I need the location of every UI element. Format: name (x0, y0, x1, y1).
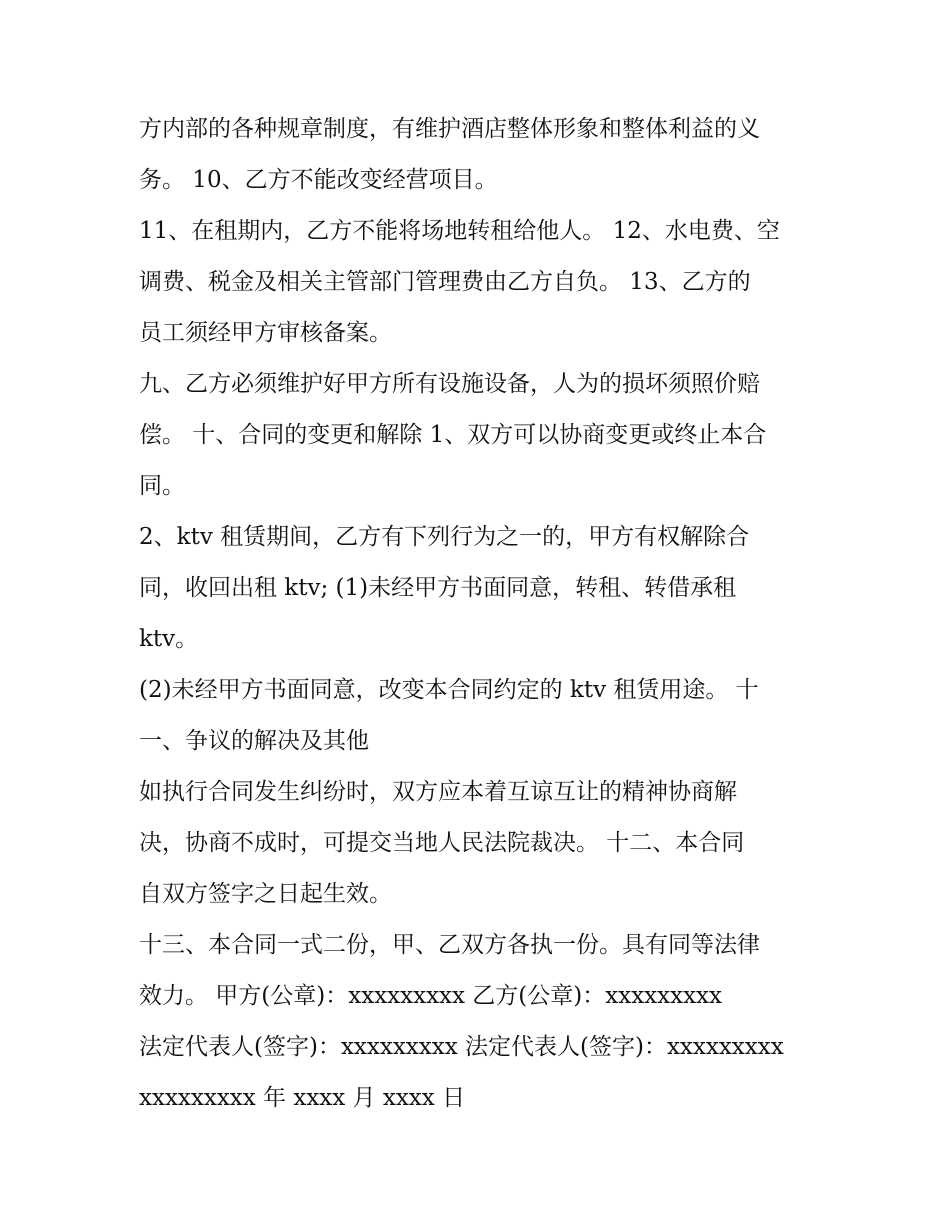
text-line: 方内部的各种规章制度，有维护酒店整体形象和整体利益的义 (139, 116, 760, 142)
text-line: 九、乙方必须维护好甲方所有设施设备，人为的损坏须照价赔 (139, 371, 760, 397)
text-line: 务。 10、乙方不能改变经营项目。 (139, 167, 498, 193)
text-line: 同，收回出租 ktv; (1)未经甲方书面同意，转租、转借承租 (139, 575, 737, 601)
text-line: ktv。 (139, 626, 199, 652)
text-line: (2)未经甲方书面同意，改变本合同约定的 ktv 租赁用途。 十 (139, 677, 759, 703)
text-line: 2、ktv 租赁期间，乙方有下列行为之一的，甲方有权解除合 (139, 524, 750, 550)
text-line: 一、争议的解决及其他 (139, 728, 369, 754)
date-line: xxxxxxxxx 年 xxxx 月 xxxx 日 (139, 1085, 466, 1111)
signature-line: 法定代表人(签字)：xxxxxxxxx 法定代表人(签字)：xxxxxxxxx (139, 1034, 784, 1060)
contract-body (139, 104, 819, 1124)
text-line: 十三、本合同一式二份，甲、乙双方各执一份。具有同等法律 (139, 932, 760, 958)
text-line: 员工须经甲方审核备案。 (139, 320, 392, 346)
text-line: 如执行合同发生纠纷时，双方应本着互谅互让的精神协商解 (139, 779, 737, 805)
text-line: 调费、税金及相关主管部门管理费由乙方自负。 13、乙方的 (139, 269, 751, 295)
signature-line: 效力。 甲方(公章)：xxxxxxxxx 乙方(公章)：xxxxxxxxx (139, 983, 722, 1009)
text-line: 11、在租期内，乙方不能将场地转租给他人。 12、水电费、空 (139, 218, 780, 244)
text-line: 自双方签字之日起生效。 (139, 881, 392, 907)
text-line: 偿。 十、合同的变更和解除 1、双方可以协商变更或终止本合 (139, 422, 767, 448)
text-line: 同。 (139, 473, 185, 499)
text-line: 决，协商不成时，可提交当地人民法院裁决。 十二、本合同 (139, 830, 745, 856)
